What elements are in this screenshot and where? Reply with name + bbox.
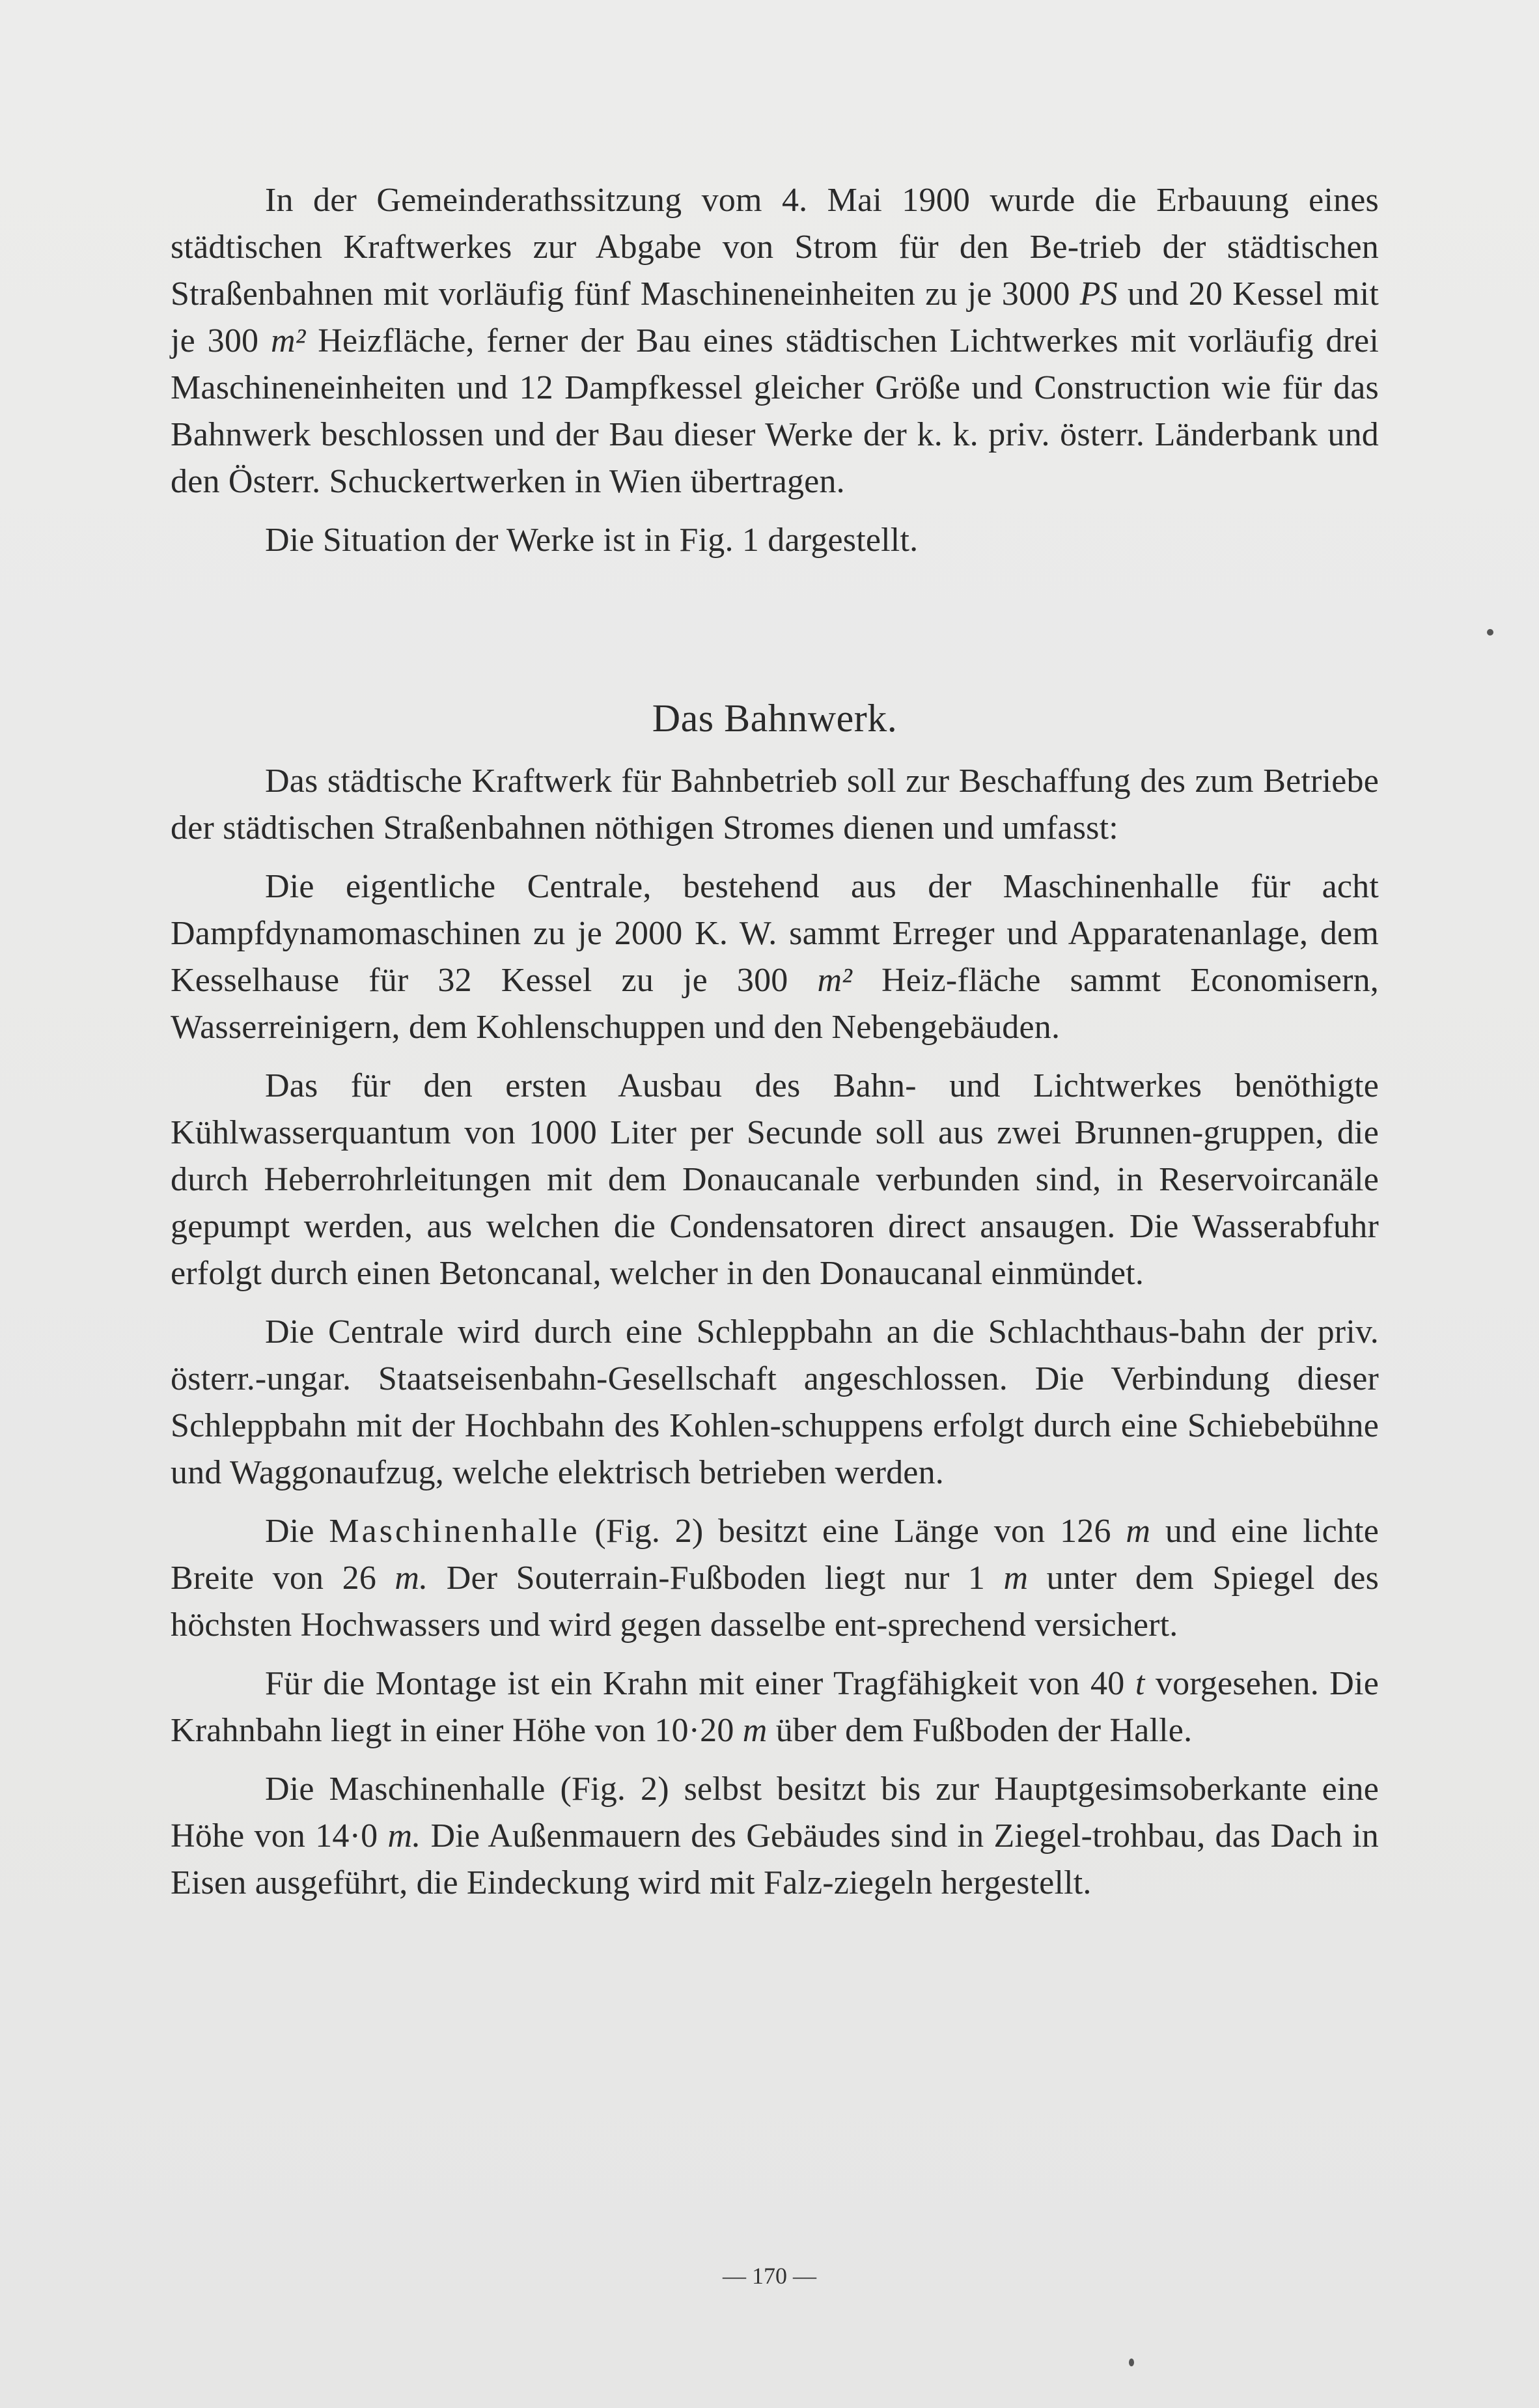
unit-square-meter: m² [270, 322, 306, 359]
body-paragraph-2: Die eigentliche Centrale, bestehend aus der Maschinenhalle für acht Dampfdynamomaschinen zu je 2000 K. W. sammt Erreger und Apparatenanlage, dem Kesselhause für 32 Kessel zu je 300 m² Heiz-fläche sammt Economisern, Wasserreinigern, dem Kohlenschuppen und den Nebengebäuden. [171, 868, 1379, 1046]
body-paragraph-5: Die Maschinenhalle (Fig. 2) besitzt eine Länge von 126 m und eine lichte Breite von 26 m. Der Souterrain-Fußboden liegt nur 1 m unter dem Spiegel des höchsten Hochwassers und wird gegen dasselbe ent-sprechend versichert. [171, 1513, 1380, 1644]
body-paragraph-1: Das städtische Kraftwerk für Bahnbetrieb soll zur Beschaffung des zum Betriebe der städtischen Straßenbahnen nöthigen Stromes dienen und umfasst: [171, 763, 1379, 847]
print-speck [1487, 629, 1493, 636]
body-paragraph-3: Das für den ersten Ausbau des Bahn- und Lichtwerkes benöthigte Kühlwasserquantum von 1000 Liter per Secunde soll aus zwei Brunnen-gruppen, die durch Heberrohrleitungen mit dem Donaucanale verbunden sind, in Reservoircanäle gepumpt werden, aus welchen die Condensatoren direct ansaugen. Die Wasserabfuhr erfolgt durch einen Betoncanal, welcher in den Donaucanal einmündet. [171, 1067, 1379, 1292]
body-section [171, 758, 1379, 1918]
unit-ps: PS [1079, 275, 1118, 313]
body-paragraph-7: Die Maschinenhalle (Fig. 2) selbst besitzt bis zur Hauptgesimsoberkante eine Höhe von 14·0 m. Die Außenmauern des Gebäudes sind in Ziegel-trohbau, das Dach in Eisen ausgeführt, die Eindeckung wird mit Falz-ziegeln hergestellt. [171, 1771, 1380, 1901]
unit-square-meter: m² [817, 962, 852, 999]
body-paragraph-6: Für die Montage ist ein Krahn mit einer Tragfähigkeit von 40 t vorgesehen. Die Krahnbahn liegt in einer Höhe von 10·20 m über dem Fußboden der Halle. [171, 1665, 1379, 1749]
body-paragraph-4: Die Centrale wird durch eine Schleppbahn an die Schlachthaus-bahn der priv. österr.-ungar. Staatseisenbahn-Gesellschaft angeschlossen. Die Verbindung dieser Schleppbahn mit der Hochbahn des Kohlen-schuppens erfolgt durch eine Schiebebühne und Waggonaufzug, welche elektrisch betrieben werden. [171, 1313, 1379, 1491]
intro-paragraph-1: In der Gemeinderathssitzung vom 4. Mai 1900 wurde die Erbauung eines städtischen Kraftwerkes zur Abgabe von Strom für den Be-trieb der städtischen Straßenbahnen mit vorläufig fünf Maschineneinheiten zu je 3000 PS und 20 Kessel mit je 300 m² Heizfläche, ferner der Bau eines städtischen Lichtwerkes mit vorläufig drei Maschineneinheiten und 12 Dampfkessel gleicher Größe und Construction wie für das Bahnwerk beschlossen und der Bau dieser Werke der k. k. priv. österr. Länderbank und den Österr. Schuckertwerken in Wien übertragen. [171, 182, 1379, 500]
section-heading: Das Bahnwerk. [652, 697, 898, 740]
spaced-term: Maschinenhalle [329, 1513, 580, 1550]
page-number: — 170 — [723, 2263, 816, 2289]
intro-section [171, 177, 1379, 576]
print-speck [1129, 2359, 1134, 2366]
intro-paragraph-2: Die Situation der Werke ist in Fig. 1 dargestellt. [265, 522, 919, 559]
